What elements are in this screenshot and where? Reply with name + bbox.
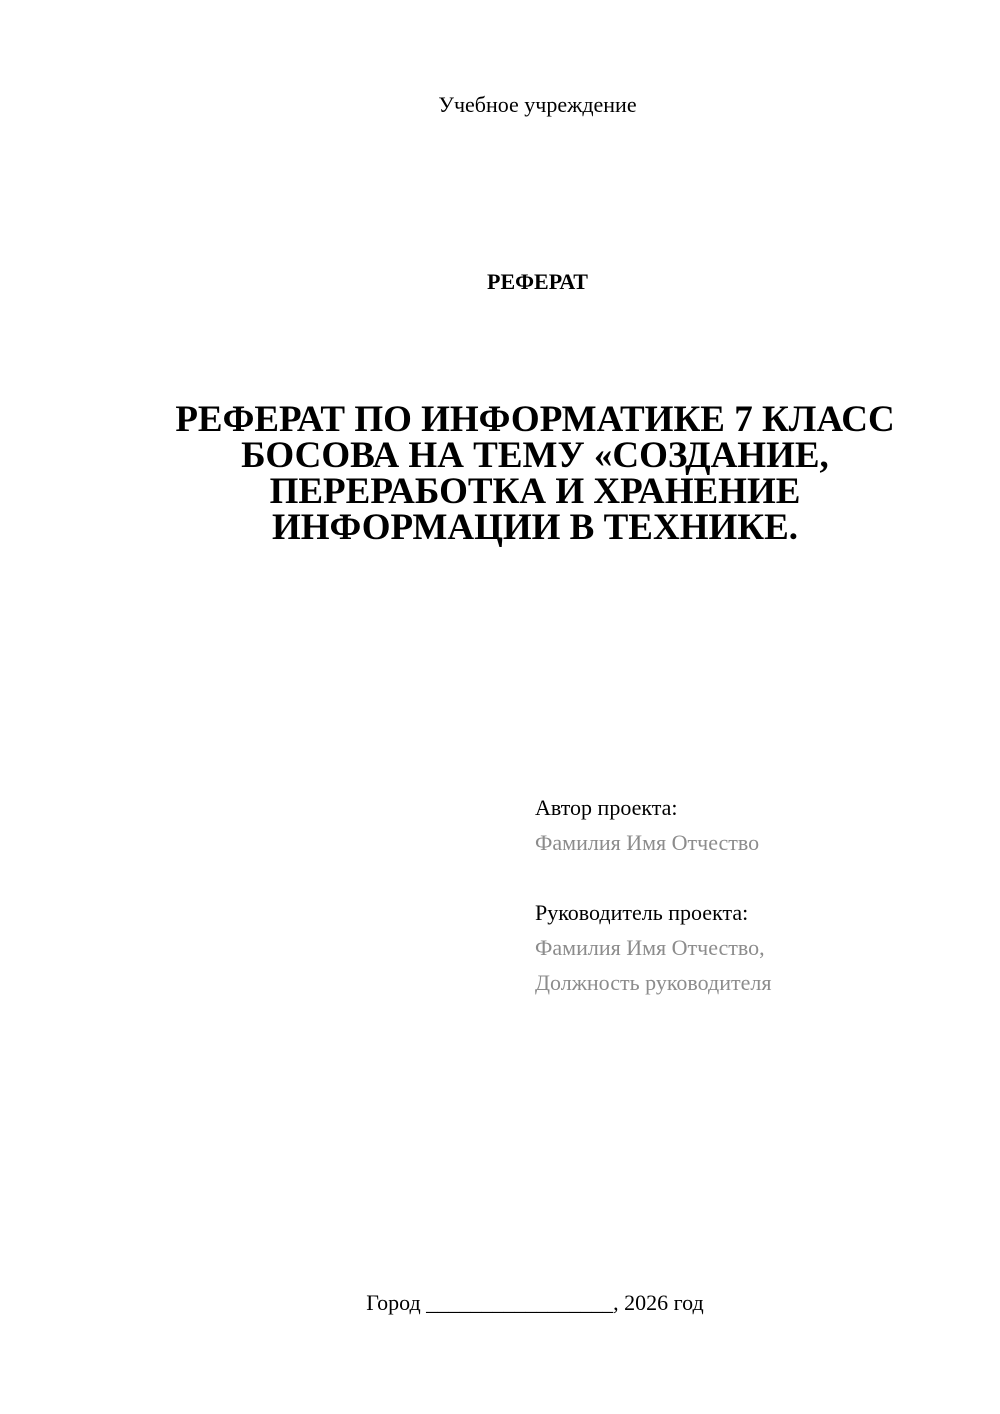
project-info — [535, 790, 975, 1000]
document-type: РЕФЕРАТ — [487, 269, 588, 294]
author-label: Автор проекта: — [535, 795, 678, 820]
institution-name: Учебное учреждение — [438, 92, 637, 117]
supervisor-label: Руководитель проекта: — [535, 900, 749, 925]
supervisor-position: Должность руководителя — [535, 970, 772, 995]
document-title: РЕФЕРАТ ПО ИНФОРМАТИКЕ 7 КЛАСС БОСОВА НА ТЕМУ «СОЗДАНИЕ, ПЕРЕРАБОТКА И ХРАНЕНИЕ ИНФОРМАЦИИ В ТЕХНИКЕ. — [175, 399, 895, 548]
author-name: Фамилия Имя Отчество — [535, 830, 760, 855]
supervisor-name: Фамилия Имя Отчество, — [535, 935, 765, 960]
info-spacer — [535, 860, 975, 895]
city-year-footer: Город _________________, 2026 год — [366, 1290, 704, 1315]
